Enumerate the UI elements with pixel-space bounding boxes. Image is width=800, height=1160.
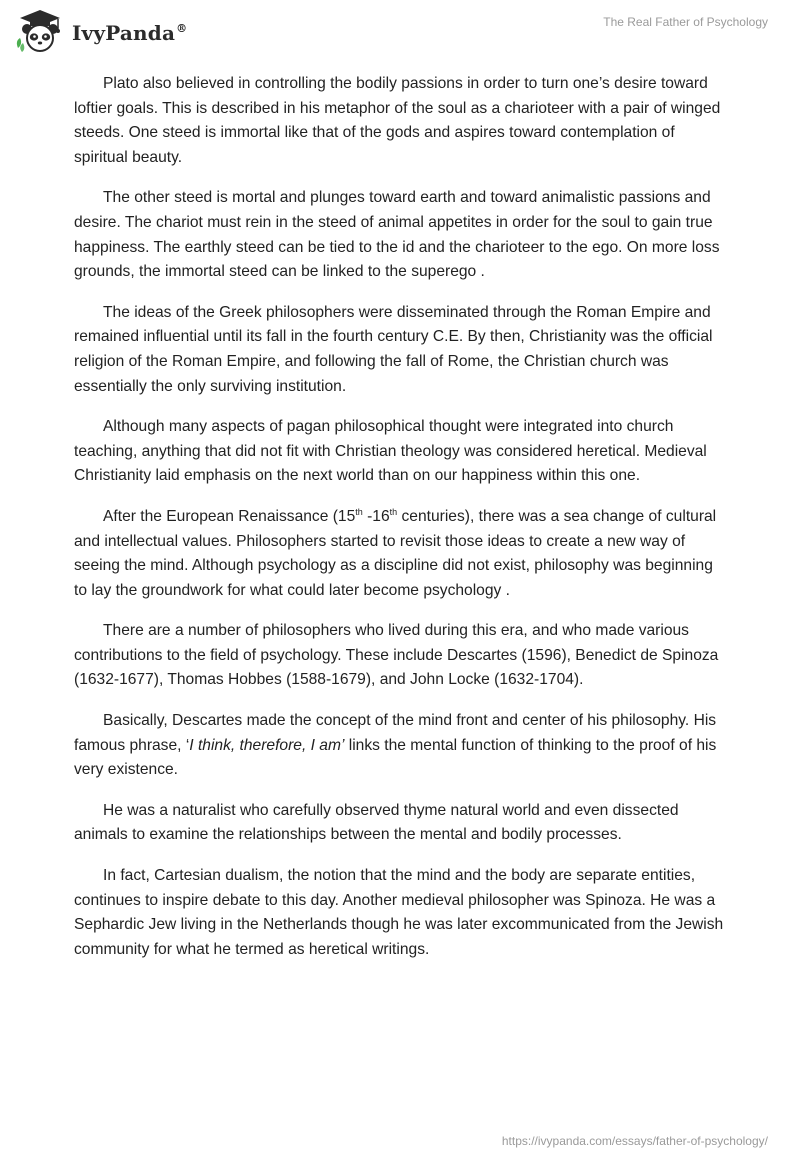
paragraph: Although many aspects of pagan philosophical thought were integrated into church teaching, anything that did not fit with Christian theology was considered heretical. Medieval Christianity laid emphasis on the next world than on our happiness within this one.	[74, 418, 707, 485]
paragraph: Basically, Descartes made the concept of the mind front and center of his philosophy. His famous phrase, ‘I think, therefore, I am’ links the mental function of thinking to the proof of his very existence.	[74, 712, 717, 779]
paragraph: The other steed is mortal and plunges toward earth and toward animalistic passions and desire. The chariot must rein in the steed of animal appetites in order for the soul to gain true happiness. The earthly steed can be tied to the id and the charioteer to the ego. On more loss grounds, the immortal steed can be linked to the superego .	[74, 189, 720, 281]
brand-logo[interactable]	[14, 8, 187, 54]
paragraph: After the European Renaissance (15th -16th centuries), there was a sea change of cultural and intellectual values. Philosophers started to revisit those ideas to create a new way of seeing the mind. Although psychology as a discipline did not exist, philosophy was beginning to lay the groundwork for what could later become psychology .	[74, 506, 717, 599]
paragraph: He was a naturalist who carefully observed thyme natural world and even dissected animals to examine the relationships between the mental and bodily processes.	[74, 801, 679, 844]
document-title: The Real Father of Psychology	[603, 15, 768, 29]
page-header	[0, 0, 800, 60]
brand-name: IvyPanda®	[72, 21, 188, 45]
essay-body	[74, 72, 724, 978]
paragraph: There are a number of philosophers who lived during this era, and who made various contributions to the field of psychology. These include Descartes (1596), Benedict de Spinoza (1632-1677), Thomas Hobbes (1588-1679), and John Locke (1632-1704).	[74, 622, 719, 689]
paragraph: In fact, Cartesian dualism, the notion that the mind and the body are separate entities, continues to inspire debate to this day. Another medieval philosopher was Spinoza. He was a Sephardic Jew living in the Netherlands though he was later excommunicated from the Jewish community for what he termed as heretical writings.	[74, 867, 724, 958]
panda-graduate-icon	[14, 8, 66, 54]
descartes-quote: I think, therefore, I am’	[189, 736, 345, 754]
source-url[interactable]: https://ivypanda.com/essays/father-of-psychology/	[501, 1134, 768, 1148]
paragraph: The ideas of the Greek philosophers were disseminated through the Roman Empire and remained influential until its fall in the fourth century C.E. By then, Christianity was the official religion of the Roman Empire, and following the fall of Rome, the Christian church was essentially the only surviving institution.	[74, 303, 713, 395]
paragraph: Plato also believed in controlling the bodily passions in order to turn one’s desire toward loftier goals. This is described in his metaphor of the soul as a charioteer with a pair of winged steeds. One steed is immortal like that of the gods and aspires toward contemplation of spiritual beauty.	[74, 75, 721, 166]
